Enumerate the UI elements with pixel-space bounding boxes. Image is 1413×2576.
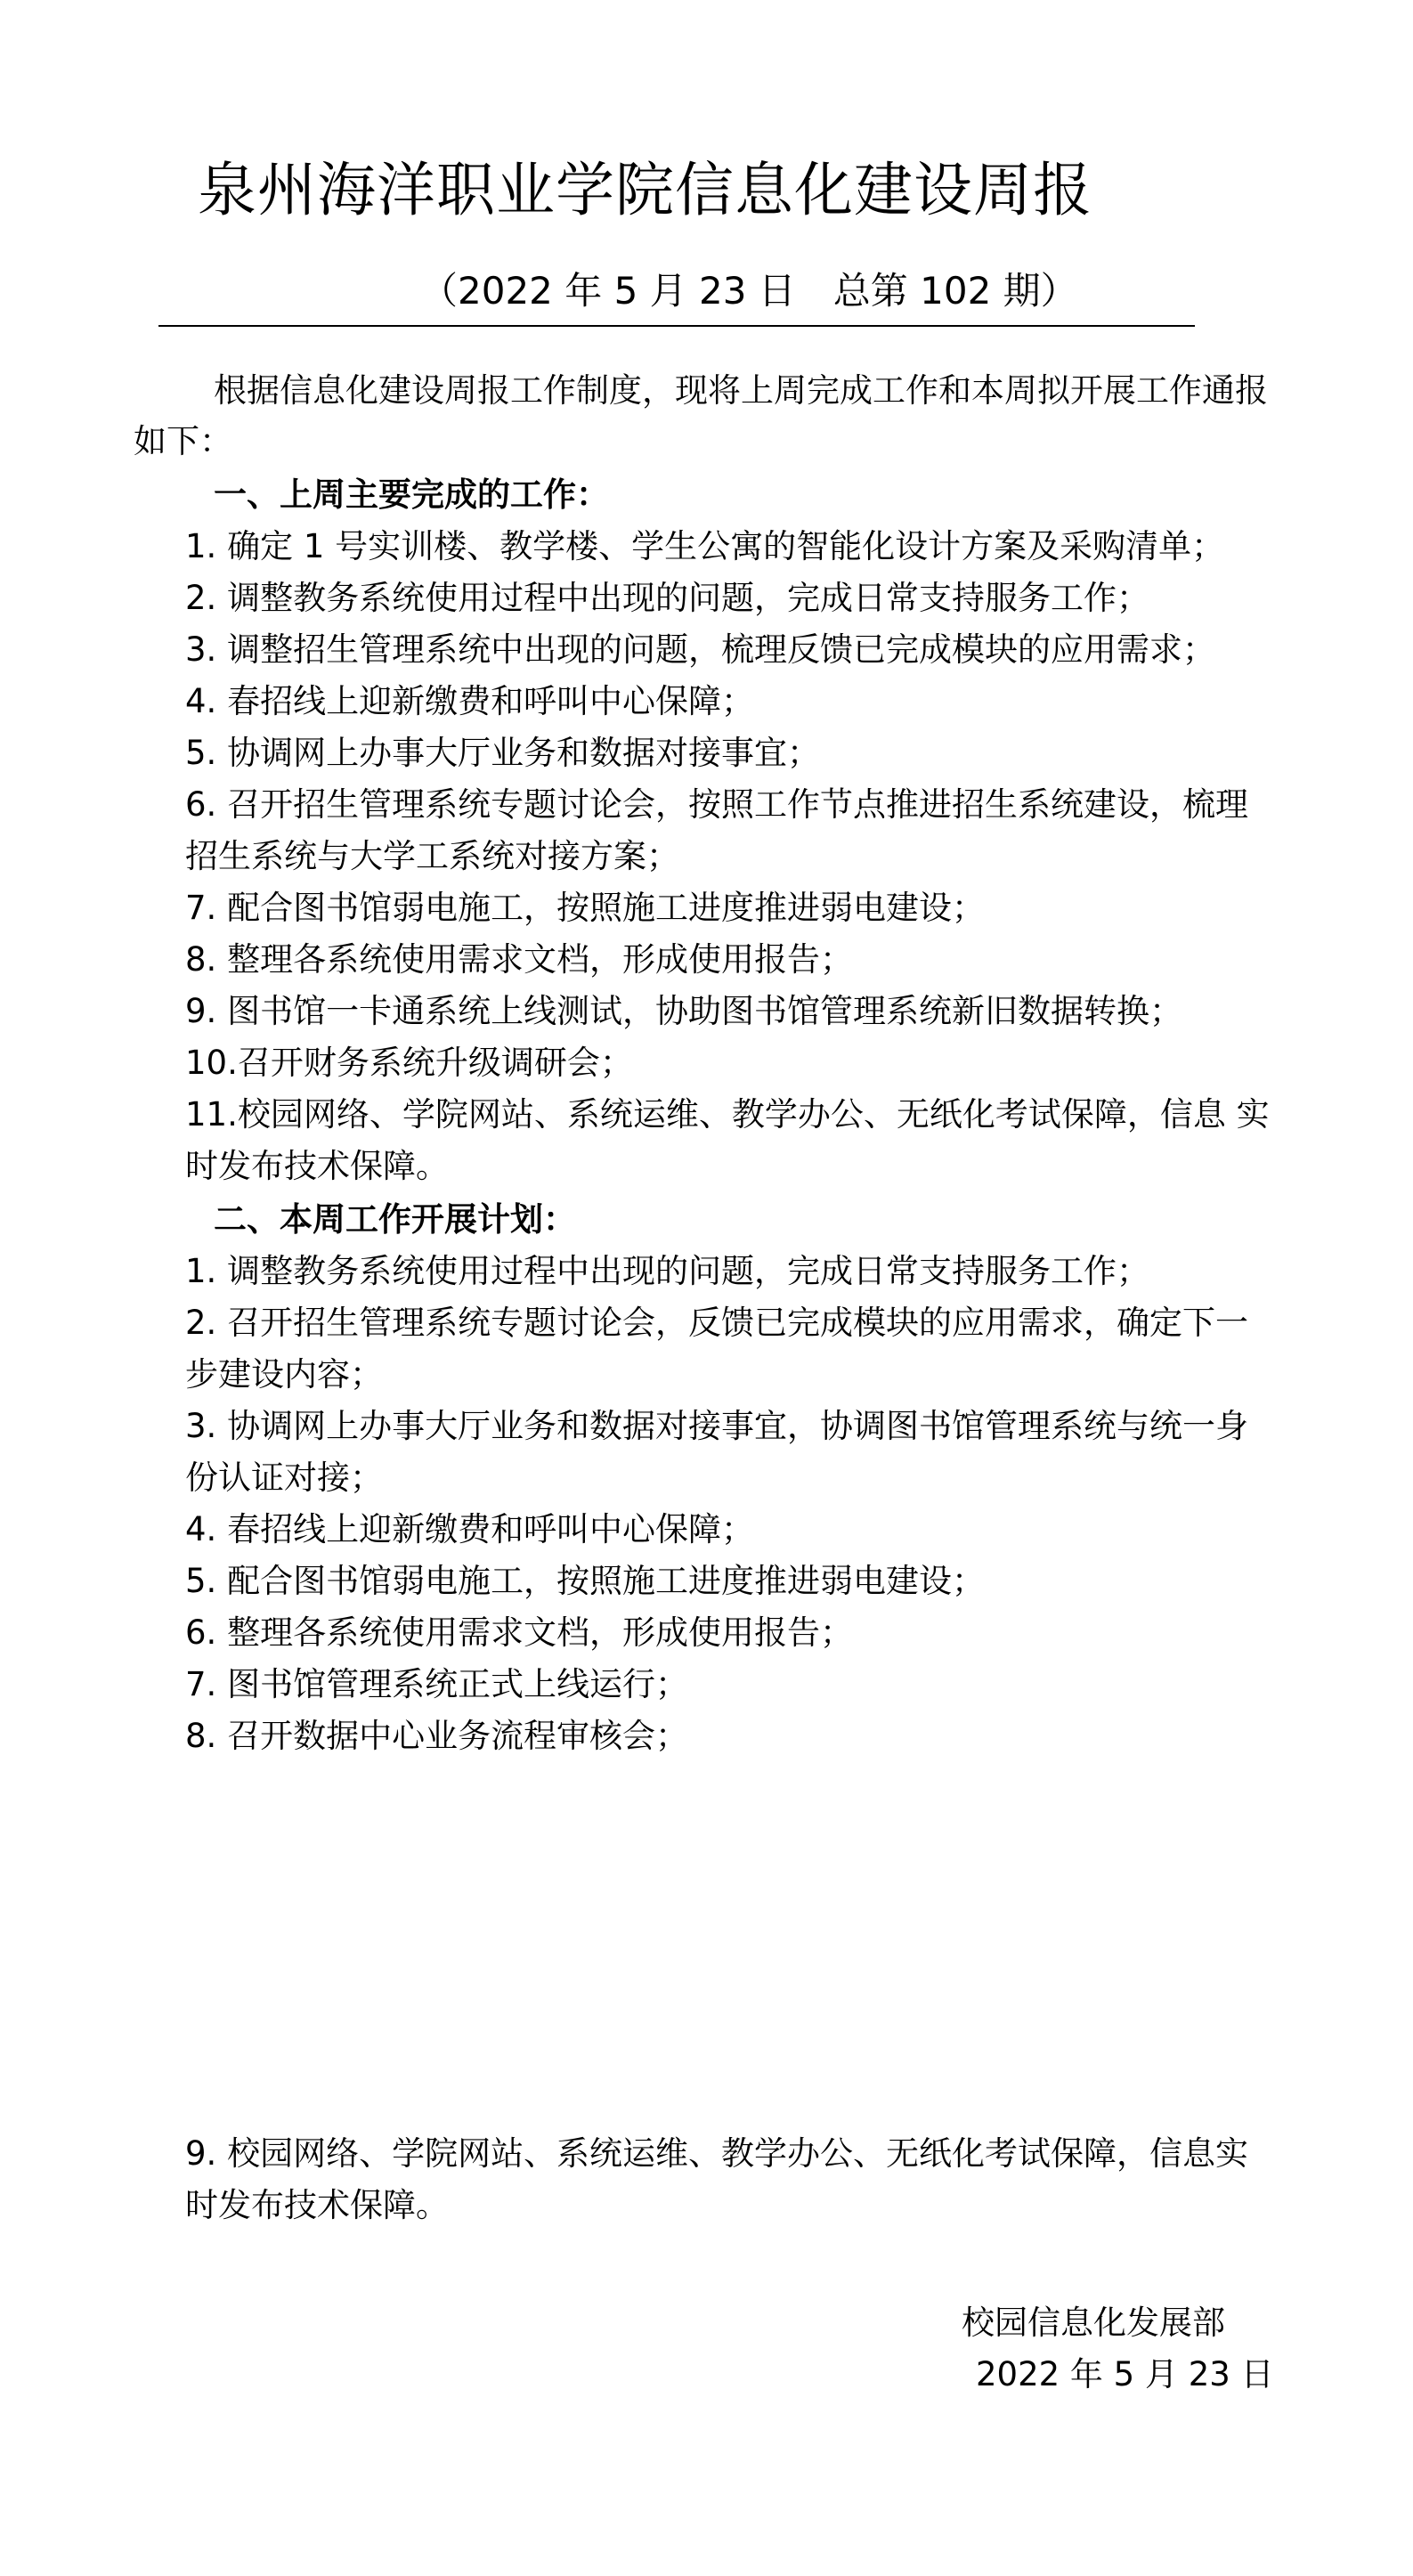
section-1-heading: 一、上周主要完成的工作： — [214, 475, 609, 514]
section-1-item: 2. 调整教务系统使用过程中出现的问题，完成日常支持服务工作； — [185, 579, 1150, 617]
title-divider — [158, 325, 1195, 327]
section-1-item: 6. 召开招生管理系统专题讨论会，按照工作节点推进招生系统建设，梳理 — [185, 785, 1249, 824]
section-2-item: 1. 调整教务系统使用过程中出现的问题，完成日常支持服务工作； — [185, 1252, 1150, 1290]
section-1-item: 4. 春招线上迎新缴费和呼叫中心保障； — [185, 682, 755, 720]
section-1-item: 10.召开财务系统升级调研会； — [185, 1044, 633, 1082]
section-2-item: 6. 整理各系统使用需求文档，形成使用报告； — [185, 1613, 854, 1652]
section-2-item: 8. 召开数据中心业务流程审核会； — [185, 1717, 689, 1755]
document-title: 泉州海洋职业学院信息化建设周报 — [198, 156, 1092, 224]
document-subtitle: （2022 年 5 月 23 日 总第 102 期） — [420, 269, 1078, 313]
signature-department: 校园信息化发展部 — [962, 2304, 1225, 2342]
section-1-item: 9. 图书馆一卡通系统上线测试，协助图书馆管理系统新旧数据转换； — [185, 992, 1183, 1030]
section-1-item: 7. 配合图书馆弱电施工，按照施工进度推进弱电建设； — [185, 889, 986, 927]
section-1-item: 8. 整理各系统使用需求文档，形成使用报告； — [185, 940, 854, 979]
section-1-item: 11.校园网络、学院网站、系统运维、教学办公、无纸化考试保障，信息 实 — [185, 1095, 1270, 1134]
section-2-heading: 二、本周工作开展计划： — [214, 1200, 576, 1239]
intro-line-1: 根据信息化建设周报工作制度，现将上周完成工作和本周拟开展工作通报 — [214, 371, 1268, 410]
section-2-item-9-line-1: 9. 校园网络、学院网站、系统运维、教学办公、无纸化考试保障，信息实 — [185, 2134, 1249, 2173]
signature-date: 2022 年 5 月 23 日 — [976, 2355, 1274, 2393]
intro-line-2: 如下： — [134, 422, 232, 460]
section-1-item: 时发布技术保障。 — [185, 1147, 449, 1185]
section-2-item-9-line-2: 时发布技术保障。 — [185, 2186, 449, 2224]
section-1-item: 1. 确定 1 号实训楼、教学楼、学生公寓的智能化设计方案及采购清单； — [185, 527, 1225, 565]
section-2-item: 3. 协调网上办事大厅业务和数据对接事宜，协调图书馆管理系统与统一身 — [185, 1407, 1249, 1445]
section-2-item: 份认证对接； — [185, 1459, 383, 1497]
section-2-item: 2. 召开招生管理系统专题讨论会，反馈已完成模块的应用需求，确定下一 — [185, 1304, 1249, 1342]
section-2-item: 7. 图书馆管理系统正式上线运行； — [185, 1665, 689, 1703]
section-2-item: 步建设内容； — [185, 1355, 383, 1394]
section-2-item: 5. 配合图书馆弱电施工，按照施工进度推进弱电建设； — [185, 1562, 986, 1600]
section-2-item: 4. 春招线上迎新缴费和呼叫中心保障； — [185, 1510, 755, 1548]
section-1-item: 招生系统与大学工系统对接方案； — [185, 837, 679, 875]
section-1-item: 3. 调整招生管理系统中出现的问题，梳理反馈已完成模块的应用需求； — [185, 630, 1216, 669]
section-1-item: 5. 协调网上办事大厅业务和数据对接事宜； — [185, 734, 821, 772]
